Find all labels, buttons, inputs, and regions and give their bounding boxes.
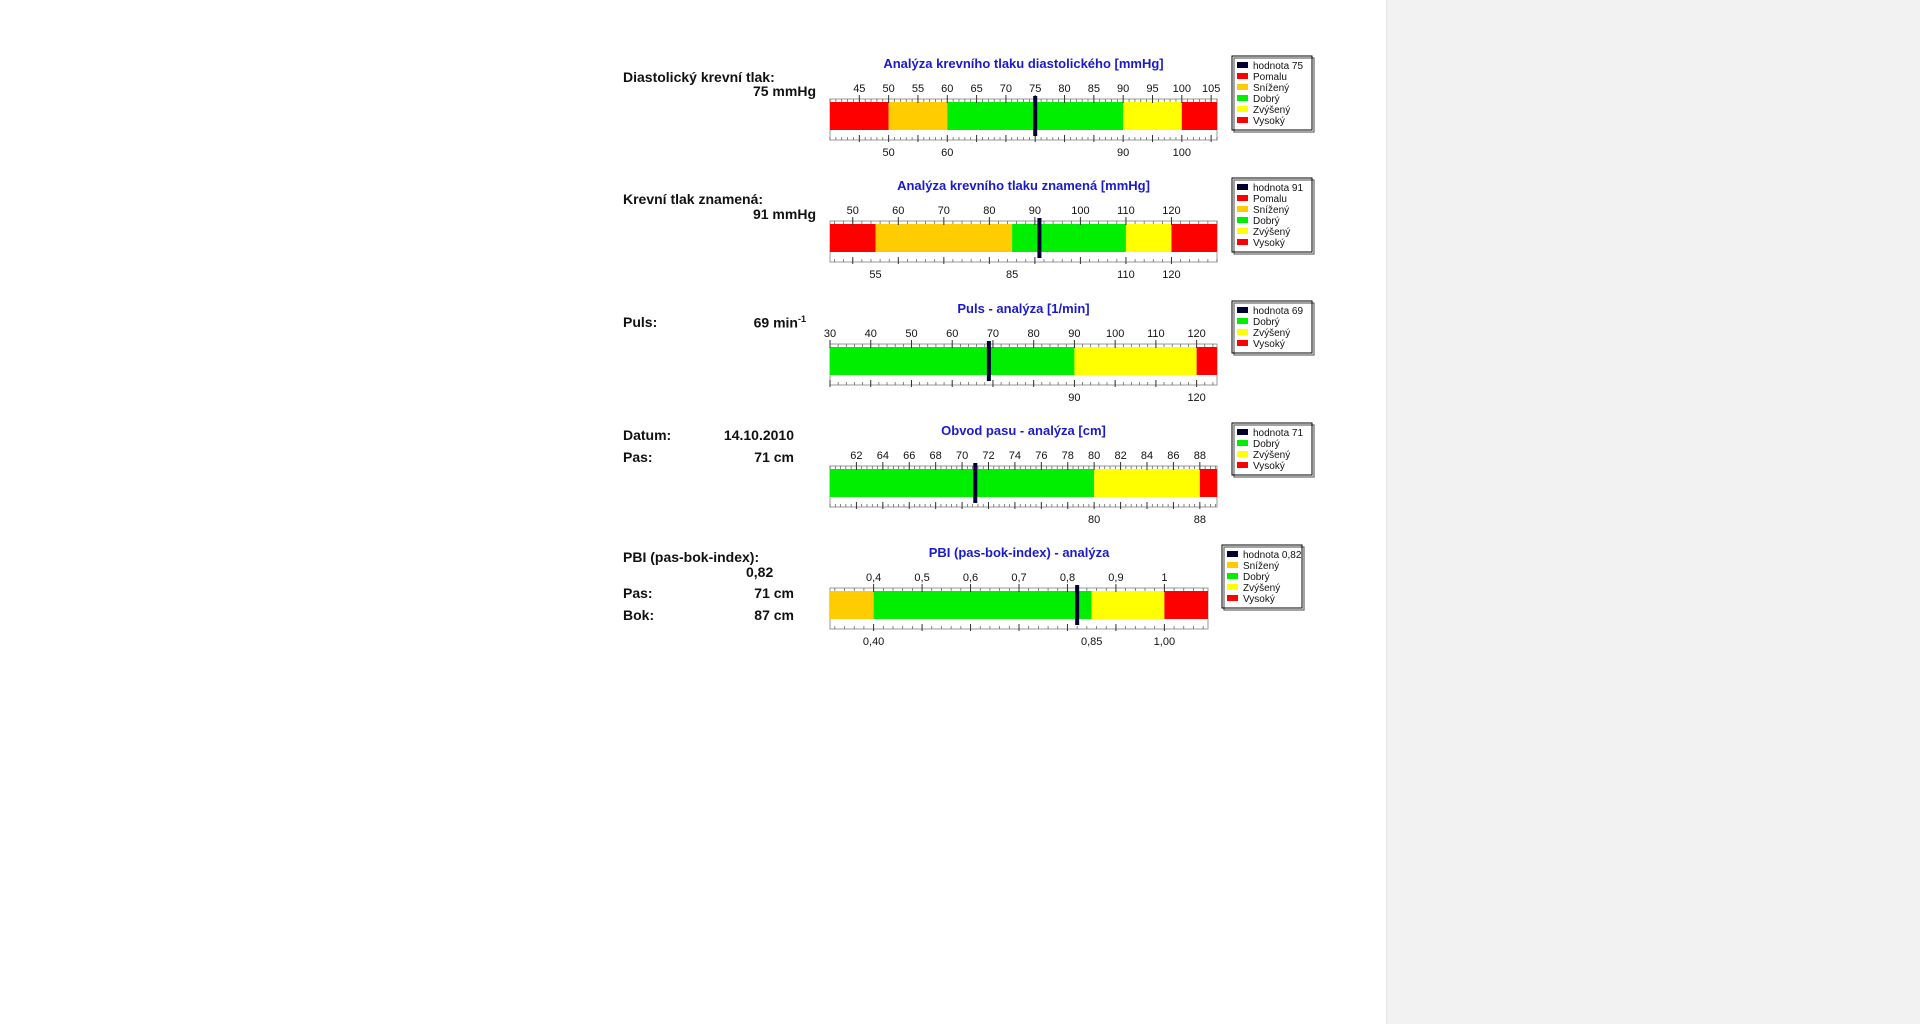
threshold-label: 85 [1005, 269, 1019, 281]
legend-label: Zvýšený [1243, 583, 1281, 594]
segment-red [1182, 102, 1217, 130]
threshold-label: 88 [1193, 514, 1206, 526]
legend-label: hodnota 69 [1253, 306, 1304, 317]
legend-swatch [1237, 451, 1248, 457]
chart-title: PBI (pas-bok-index) - analýza [928, 545, 1110, 560]
legend-swatch [1237, 106, 1248, 112]
tick-label: 100 [1071, 205, 1090, 217]
threshold-label: 60 [941, 147, 954, 159]
legend-label: Zvýšený [1253, 105, 1291, 116]
threshold-label: 120 [1162, 269, 1181, 281]
tick-label: 65 [970, 83, 983, 95]
legend-swatch [1227, 562, 1238, 568]
waist-value: 71 cm [754, 449, 794, 465]
legend-swatch [1237, 239, 1248, 245]
segment-red [1197, 347, 1217, 375]
segment-green [830, 347, 1074, 375]
pbi-value: 0,82 [746, 564, 774, 580]
legend-swatch [1237, 84, 1248, 90]
legend-label: Dobrý [1243, 572, 1270, 583]
threshold-label: 110 [1117, 269, 1135, 281]
legend-label: Zvýšený [1253, 328, 1291, 339]
tick-label: 55 [911, 83, 925, 95]
segment-red [830, 224, 876, 252]
segment-green [830, 469, 1094, 497]
legend-swatch [1237, 228, 1248, 234]
tick-label: 95 [1146, 83, 1159, 95]
legend-swatch [1237, 195, 1248, 201]
segment-yellow [1094, 469, 1200, 497]
tick-label: 80 [1027, 328, 1040, 340]
tick-label: 105 [1201, 83, 1221, 95]
tick-label: 100 [1172, 83, 1191, 95]
tick-label: 70 [999, 83, 1013, 95]
pulse-unit-exponent: -1 [797, 314, 806, 324]
tick-label: 120 [1162, 205, 1181, 217]
threshold-label: 1,00 [1153, 636, 1176, 648]
segment-orange [876, 224, 1013, 252]
threshold-label: 0,85 [1080, 636, 1103, 648]
legend-label: Dobrý [1253, 317, 1280, 328]
tick-label: 60 [892, 205, 905, 217]
pbi-hip-value: 87 cm [754, 607, 794, 623]
chart-title: Analýza krevního tlaku diastolického [mmHg] [883, 56, 1164, 71]
legend-label: hodnota 71 [1253, 428, 1304, 439]
tick-label: 90 [1068, 328, 1081, 340]
chart-diastolic [830, 54, 1320, 159]
tick-label: 76 [1035, 450, 1048, 462]
pbi-label: PBI (pas-bok-index): [623, 549, 760, 565]
diastolic-label: Diastolický krevní tlak: [623, 69, 775, 85]
legend-label: Dobrý [1253, 439, 1280, 450]
segment-yellow [1074, 347, 1196, 375]
threshold-label: 100 [1172, 147, 1191, 159]
tick-label: 66 [903, 450, 916, 462]
tick-label: 75 [1029, 83, 1042, 95]
chart-title: Analýza krevního tlaku znamená [mmHg] [897, 178, 1150, 193]
legend-label: Pomalu [1253, 72, 1287, 83]
pulse-label: Puls: [623, 314, 658, 330]
legend-label: Dobrý [1253, 94, 1280, 105]
tick-label: 45 [853, 83, 866, 95]
tick-label: 40 [864, 328, 877, 340]
value-marker [973, 463, 977, 503]
tick-label: 88 [1193, 450, 1206, 462]
value-marker [1033, 96, 1037, 136]
legend-label: Pomalu [1253, 194, 1287, 205]
tick-label: 90 [1028, 205, 1042, 217]
tick-label: 78 [1061, 450, 1074, 462]
tick-label: 100 [1105, 328, 1125, 340]
legend-swatch [1237, 73, 1248, 79]
legend-swatch [1237, 206, 1248, 212]
tick-label: 0,8 [1059, 572, 1076, 584]
legend-swatch [1237, 340, 1248, 346]
tick-label: 70 [955, 450, 969, 462]
legend-swatch [1237, 429, 1248, 435]
legend-swatch [1237, 307, 1248, 313]
segment-red [1200, 469, 1217, 497]
date-value: 14.10.2010 [723, 427, 794, 443]
tick-label: 60 [946, 328, 959, 340]
tick-label: 86 [1167, 450, 1180, 462]
segment-red [1164, 591, 1208, 619]
legend-swatch [1237, 117, 1248, 123]
tick-label: 64 [876, 450, 889, 462]
legend-label: Vysoký [1253, 339, 1285, 350]
value-marker [1037, 218, 1041, 258]
legend-swatch [1237, 329, 1248, 335]
legend-label: Snížený [1253, 205, 1290, 216]
tick-label: 110 [1147, 328, 1165, 340]
legend-label: hodnota 0,82 [1243, 550, 1302, 561]
tick-label: 30 [823, 328, 837, 340]
tick-label: 70 [986, 328, 1000, 340]
date-label: Datum: [623, 427, 672, 443]
mean-pressure-label: Krevní tlak znamená: [623, 191, 764, 207]
tick-label: 0,7 [1011, 572, 1027, 584]
legend-label: Vysoký [1253, 461, 1285, 472]
tick-label: 50 [905, 328, 918, 340]
tick-label: 70 [937, 205, 950, 217]
legend-swatch [1227, 551, 1238, 557]
threshold-label: 90 [1117, 147, 1130, 159]
chart-pbi [830, 543, 1320, 648]
segment-green [874, 591, 1092, 619]
tick-label: 0,5 [914, 572, 930, 584]
chart-waist [830, 421, 1320, 526]
legend-swatch [1237, 462, 1248, 468]
segment-yellow [1123, 102, 1182, 130]
tick-label: 0,6 [962, 572, 979, 584]
legend-swatch [1237, 318, 1248, 324]
legend-swatch [1227, 573, 1238, 579]
waist-label: Pas: [623, 449, 653, 465]
pbi-waist-label: Pas: [623, 585, 653, 601]
tick-label: 90 [1117, 83, 1130, 95]
tick-label: 74 [1008, 450, 1022, 462]
threshold-label: 0,40 [862, 636, 885, 648]
legend-label: hodnota 91 [1253, 183, 1304, 194]
tick-label: 62 [850, 450, 863, 462]
legend-swatch [1227, 584, 1238, 590]
value-marker [1075, 585, 1079, 625]
threshold-label: 55 [869, 269, 882, 281]
tick-label: 1 [1161, 572, 1168, 584]
tick-label: 80 [1088, 450, 1101, 462]
segment-green [1012, 224, 1126, 252]
legend-swatch [1227, 595, 1238, 601]
segment-yellow [1092, 591, 1165, 619]
segment-red [830, 102, 889, 130]
tick-label: 120 [1187, 328, 1206, 340]
tick-label: 0,9 [1108, 572, 1124, 584]
segment-orange [830, 591, 874, 619]
legend-label: Zvýšený [1253, 450, 1291, 461]
legend-label: hodnota 75 [1253, 61, 1304, 72]
legend-label: Vysoký [1243, 594, 1275, 605]
legend-swatch [1237, 62, 1248, 68]
tick-label: 85 [1087, 83, 1100, 95]
legend-label: Snížený [1253, 83, 1290, 94]
pulse-value: 69 $\min^{-1}$ [753, 314, 806, 331]
chart-pulse [823, 299, 1320, 404]
diastolic-value: 75 mmHg [752, 83, 816, 99]
legend-label: Vysoký [1253, 116, 1285, 127]
threshold-label: 50 [882, 147, 895, 159]
threshold-label: 120 [1187, 392, 1206, 404]
tick-label: 72 [982, 450, 995, 462]
chart-title: Obvod pasu - analýza [cm] [941, 423, 1106, 438]
pbi-hip-label: Bok: [623, 607, 655, 623]
tick-label: 110 [1117, 205, 1135, 217]
tick-label: 50 [846, 205, 859, 217]
tick-label: 68 [929, 450, 942, 462]
tick-label: 0,4 [865, 572, 882, 584]
segment-orange [889, 102, 948, 130]
legend-swatch [1237, 440, 1248, 446]
legend-label: Zvýšený [1253, 227, 1291, 238]
threshold-label: 90 [1068, 392, 1081, 404]
mean-pressure-value: 91 mmHg [752, 206, 816, 222]
legend-label: Dobrý [1253, 216, 1280, 227]
segment-red [1171, 224, 1217, 252]
legend-swatch [1237, 184, 1248, 190]
pbi-waist-value: 71 cm [754, 585, 794, 601]
segment-yellow [1126, 224, 1172, 252]
chart-title: Puls - analýza [1/min] [957, 301, 1090, 316]
value-marker [987, 341, 991, 381]
legend-swatch [1237, 95, 1248, 101]
threshold-label: 80 [1088, 514, 1101, 526]
tick-label: 50 [882, 83, 895, 95]
tick-label: 80 [1058, 83, 1071, 95]
chart-mean-pressure [830, 176, 1320, 281]
tick-label: 80 [983, 205, 996, 217]
legend-label: Snížený [1243, 561, 1280, 572]
tick-label: 60 [941, 83, 954, 95]
tick-label: 84 [1140, 450, 1154, 462]
legend-swatch [1237, 217, 1248, 223]
legend-label: Vysoký [1253, 238, 1285, 249]
tick-label: 82 [1114, 450, 1127, 462]
